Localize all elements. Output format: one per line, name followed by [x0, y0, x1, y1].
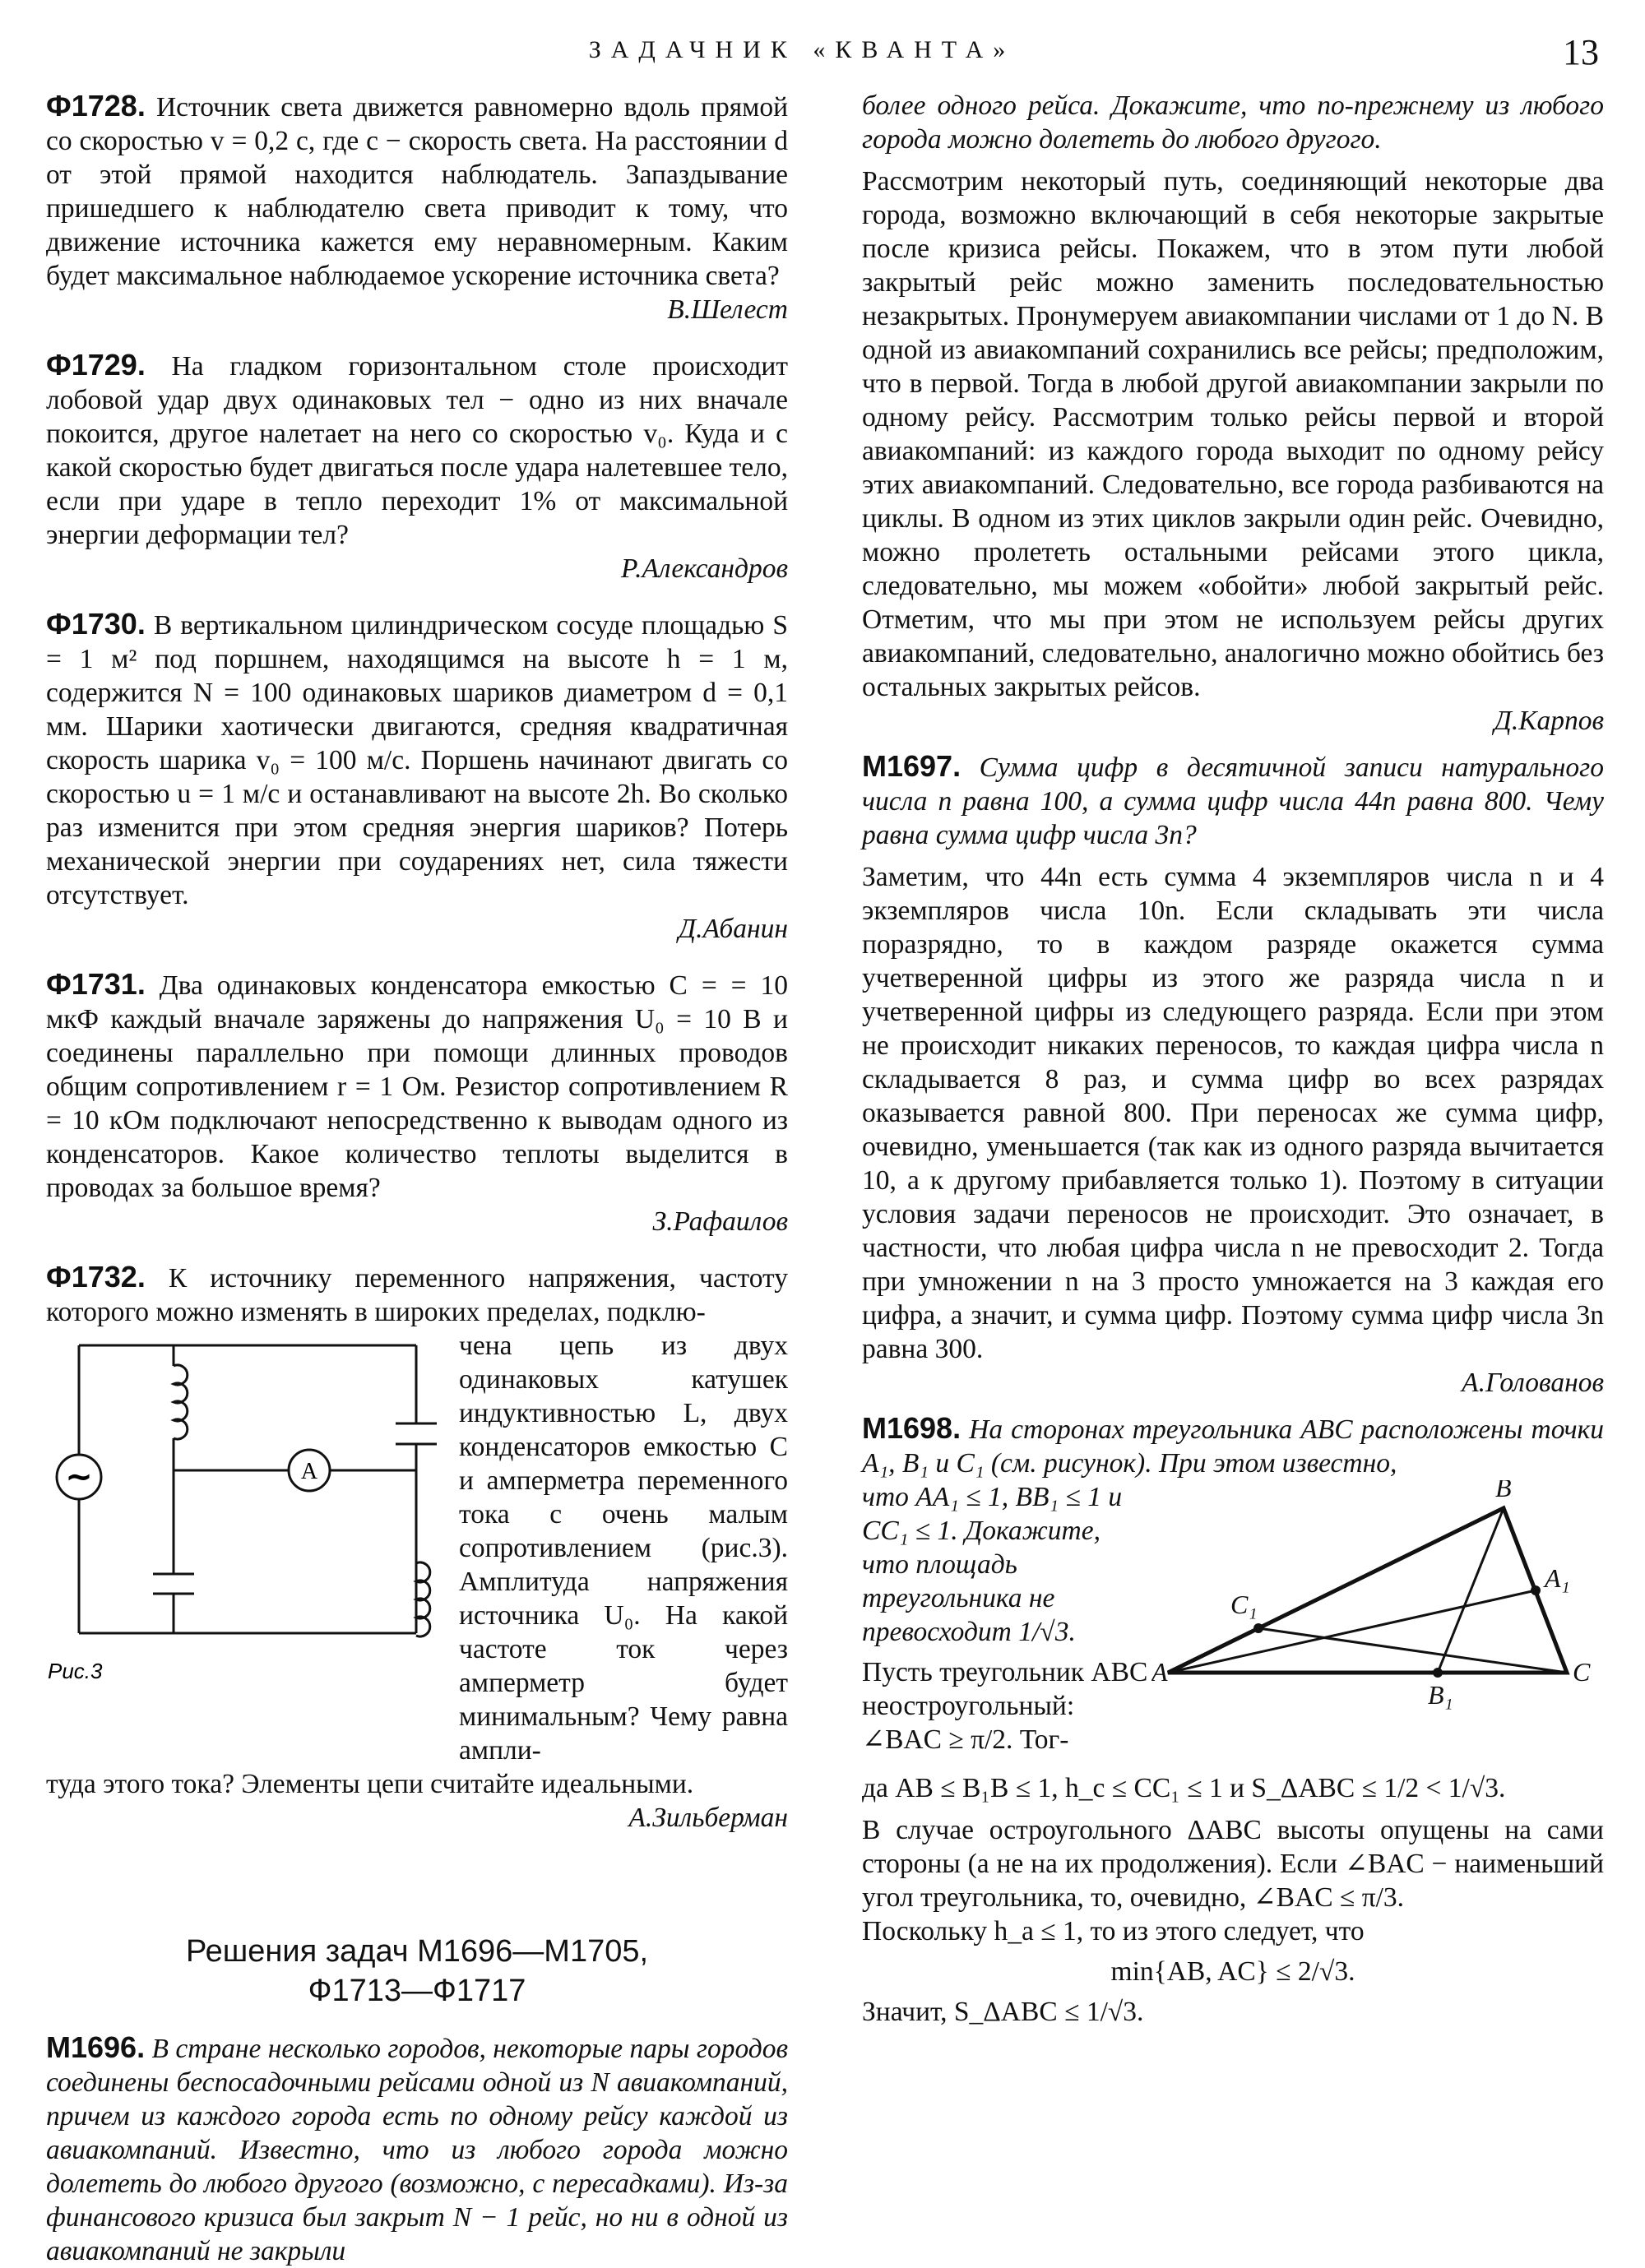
point-c1 [1253, 1623, 1263, 1633]
problem-text-top: К источнику переменного напряжения, частоту которого можно изменять в широких пределах, подклю- [46, 1263, 789, 1327]
problem-text-bottom: туда этого тока? Элементы цепи считайте идеальными. [46, 1769, 694, 1799]
m1698-solution-final: Значит, S_ΔABC ≤ 1/√3. [862, 1997, 1144, 2027]
m1697-statement: Сумма цифр в десятичной записи натурального числа n равна 100, а сумма цифр числа 44n равна 800. Чему равна сумма цифр числа 3n? [862, 752, 1604, 850]
source-symbol: ~ [65, 1458, 93, 1496]
m1696-author: Д.Карпов [1494, 706, 1604, 736]
m1698-statement-side: что AA₁ ≤ 1, BB₁ ≤ 1 и CC₁ ≤ 1. Докажите, что площадь треугольника не превосходит 1/√3. [862, 1482, 1123, 1647]
problem-text: Два одинаковых конденсатора емкостью C = = 10 мкФ каждый вначале заряжены до напряжения U₀ = 10 В и соединены параллельно при помощи длинных проводов общим сопротивлением r = 1 Ом. Резистор сопротивлением R = 10 кОм подключают непосредственно к выводам одного из конденсаторов. Какое количество теплоты выделится в проводах за большое время? [46, 970, 788, 1203]
solutions-title-line2: Ф1713—Ф1717 [308, 1974, 526, 2008]
m1698-formula: min{AB, AC} ≤ 2/√3. [1110, 1956, 1355, 1987]
page-number: 13 [1563, 32, 1599, 72]
ammeter-label: A [300, 1459, 318, 1484]
problem-text-side: чена цепь из двух одинаковых катушек индуктивностью L, двух конденсаторов емкостью C и амперметра переменного тока с очень малым сопротивлением (рис.3). Амплитуда напряжения источника U₀. На какой частоте ток через амперметр будет минимальным? Чему равна ампли- [459, 1331, 788, 1766]
problem-id: Ф1728. [46, 89, 146, 123]
problem-f1729 [46, 348, 788, 586]
solutions-title-line1: Решения задач М1696—М1705, [185, 1934, 649, 1969]
problem-id: Ф1732. [46, 1260, 146, 1294]
label-a1: A₁ [1545, 1563, 1570, 1593]
problem-f1731 [46, 967, 788, 1238]
point-a1 [1531, 1585, 1541, 1595]
m1698-solution-p3: Поскольку h_a ≤ 1, то из этого следует, что [862, 1916, 1365, 1946]
problem-id: Ф1730. [46, 607, 146, 641]
triangle-figure [1152, 1480, 1604, 1768]
label-b: B [1495, 1480, 1512, 1502]
problem-id: Ф1729. [46, 348, 146, 382]
left-column [46, 89, 788, 2268]
problem-author: Д.Абанин [678, 914, 788, 944]
problem-id: М1698. [862, 1411, 962, 1445]
m1698-solution-p2: В случае остроугольного ΔABC высоты опущены на сами стороны (а не на их продолжения). Если ∠BAC − наименьший угол треугольника, то, очевидно, ∠BAC ≤ π/3. [862, 1815, 1604, 1913]
figure-caption: Рис.3 [48, 1659, 103, 1683]
label-a: A [1152, 1657, 1168, 1687]
figure-row [46, 1329, 788, 1767]
problem-id: М1696. [46, 2030, 146, 2064]
m1696-statement-cont: более одного рейса. Докажите, что по-прежнему из любого города можно долететь до любого другого. [862, 90, 1604, 155]
label-c1: C₁ [1230, 1590, 1258, 1619]
circuit-figure [46, 1329, 454, 1767]
problem-id: М1697. [862, 749, 962, 783]
right-column [862, 89, 1604, 2029]
m1697-solution: Заметим, что 44n есть сумма 4 экземпляров числа n и 4 экземпляров числа 10n. Если складывать эти числа поразрядно, то в каждом разряде окажется сумма учетверенной цифры из этого же разряда числа n и учетверенной цифры из следующего разряда. Если при этом не происходит никаких переносов, то каждая цифра числа n складывается 8 раз, и сумма цифр во всех разрядах оказывается равной 800. При переносах же сумма цифр, очевидно, уменьшается (так как из одного разряда вычитается 10, а к другому прибавляется только 1). Поэтому в ситуации условия задачи переносов не происходит. Это означает, в частности, что любая цифра числа n не превосходит 2. Тогда при умножении n на 3 просто умножается на 3 каждая его цифра, а значит, и сумма цифр. Поэтому сумма цифр числа 3n равна 300. [862, 862, 1604, 1364]
point-b1 [1433, 1668, 1443, 1678]
label-c: C [1573, 1657, 1591, 1687]
m1698-solution-side: Пусть треугольник ABC неостроугольный: ∠BAC ≥ π/2. Тог- [862, 1657, 1148, 1755]
problem-text: В вертикальном цилиндрическом сосуде площадью S = 1 м² под поршнем, находящимся на высоте h = 1 м, содержится N = 100 одинаковых шариков диаметром d = 0,1 мм. Шарики хаотически двигаются, средняя квадратичная скорость шарика v₀ = 100 м/с. Поршень начинают двигать со скоростью u = 1 м/с и останавливают на высоте 2h. Во сколько раз изменится при этом средняя энергия шариков? Потерь механической энергии при соударениях нет, сила тяжести отсутствует. [46, 610, 788, 910]
label-b1: B₁ [1428, 1680, 1453, 1710]
problem-text: Источник света движется равномерно вдоль прямой со скоростью v = 0,2 c, где c − скорость света. На расстоянии d от этой прямой находится наблюдатель. Запаздывание пришедшего к наблюдателю света приводит к тому, что движение источника кажется ему неравномерным. Каким будет максимальное наблюдаемое ускорение источника света? [46, 92, 789, 291]
problem-author: З.Рафаилов [652, 1206, 788, 1237]
problem-f1728 [46, 89, 788, 326]
problem-author: А.Зильберман [628, 1803, 788, 1833]
statement-text: В стране несколько городов, некоторые пары городов соединены беспосадочными рейсами одной из N авиакомпаний, причем из каждого города есть по одному рейсу каждой из авиакомпаний. Известно, что из любого города можно долететь до любого другого (возможно, с пересадками). Из-за финансового кризиса был закрыт N − 1 рейс, но ни в одной из авиакомпаний не закрыли [46, 2034, 789, 2266]
m1698-statement-top: На сторонах треугольника ABC расположены точки A₁, B₁ и C₁ (см. рисунок). При этом известно, [862, 1414, 1605, 1479]
circuit-diagram [46, 1329, 454, 1691]
problem-f1732 [46, 1260, 788, 1835]
solutions-title [46, 1932, 788, 2011]
running-title: ЗАДАЧНИК «КВАНТА» [588, 36, 1016, 63]
problem-f1730 [46, 607, 788, 946]
problem-author: В.Шелест [667, 294, 788, 325]
triangle-diagram [1152, 1480, 1604, 1760]
solution-m1696-statement [46, 2030, 788, 2268]
problem-text: На гладком горизонтальном столе происходит лобовой удар двух одинаковых тел − одно из них вначале покоится, другое налетает на него со скоростью v₀. Куда и с какой скоростью будет двигаться после удара налетевшее тело, если при ударе в тепло переходит 1% от максимальной энергии деформации тел? [46, 351, 788, 550]
m1697-author: А.Голованов [1462, 1368, 1604, 1398]
m1696-solution: Рассмотрим некоторый путь, соединяющий некоторые два города, возможно включающий в себя некоторые закрытые после кризиса рейсы. Покажем, что в этом пути любой закрытый рейс можно заменить последовательностью незакрытых. Пронумеруем авиакомпании числами от 1 до N. В одной из авиакомпаний сохранились все рейсы; предположим, что в первой. Тогда в любой другой авиакомпании закрыли по одному рейсу. Рассмотрим только рейсы первой и второй авиакомпаний: из каждого города выходит по одному рейсу этих авиакомпаний. Следовательно, все города разбиваются на циклы. В одном из этих циклов закрыли один рейс. Очевидно, можно пролететь остальными рейсами этого цикла, следовательно, мы можем «обойти» любой закрытый рейс. Отметим, что мы при этом не используем рейсы других авиакомпаний, следовательно, аналогично можно обойтись без остальных закрытых рейсов. [862, 166, 1604, 702]
m1698-side-text [862, 1480, 1152, 1768]
m1698-solution-line2: да AB ≤ B₁B ≤ 1, h_c ≤ CC₁ ≤ 1 и S_ΔABC ≤ 1/2 < 1/√3. [862, 1773, 1506, 1803]
problem-id: Ф1731. [46, 967, 146, 1001]
problem-author: Р.Александров [620, 553, 788, 584]
m1698-figure-row [862, 1480, 1604, 1768]
